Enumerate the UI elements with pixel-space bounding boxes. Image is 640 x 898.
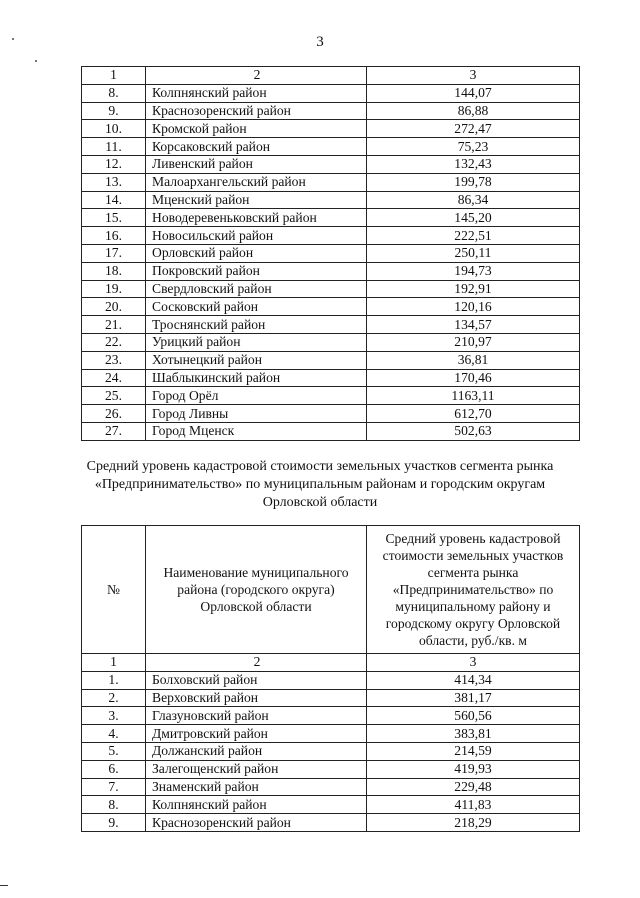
- row-number: 12.: [82, 155, 146, 173]
- district-name: Колпнянский район: [146, 796, 367, 814]
- col-number-3: 3: [367, 654, 580, 672]
- cadastral-value: 134,57: [367, 316, 580, 334]
- table-row: [82, 405, 580, 423]
- table-row: [82, 707, 580, 725]
- row-number: 6.: [82, 760, 146, 778]
- table-row: [82, 333, 580, 351]
- cadastral-value: 1163,11: [367, 387, 580, 405]
- district-name: Свердловский район: [146, 280, 367, 298]
- cadastral-value: 170,46: [367, 369, 580, 387]
- row-number: 13.: [82, 173, 146, 191]
- district-name: Кромской район: [146, 120, 367, 138]
- district-name: Верховский район: [146, 689, 367, 707]
- row-number: 8.: [82, 796, 146, 814]
- cadastral-value: 192,91: [367, 280, 580, 298]
- cadastral-value: 419,93: [367, 760, 580, 778]
- cadastral-value: 272,47: [367, 120, 580, 138]
- table-row: [82, 298, 580, 316]
- district-name: Залегощенский район: [146, 760, 367, 778]
- cadastral-value: 199,78: [367, 173, 580, 191]
- row-number: 23.: [82, 351, 146, 369]
- row-number: 17.: [82, 244, 146, 262]
- row-number: 25.: [82, 387, 146, 405]
- district-name: Сосковский район: [146, 298, 367, 316]
- table-row: [82, 422, 580, 440]
- header-number: №: [82, 526, 146, 654]
- district-name: Корсаковский район: [146, 138, 367, 156]
- table-row: [82, 725, 580, 743]
- row-number: 19.: [82, 280, 146, 298]
- caption-line-2: «Предпринимательство» по муниципальным районам и городским округам: [94, 477, 546, 492]
- district-name: Хотынецкий район: [146, 351, 367, 369]
- table-row: [82, 262, 580, 280]
- table-row: [82, 742, 580, 760]
- row-number: 24.: [82, 369, 146, 387]
- district-name: Город Мценск: [146, 422, 367, 440]
- caption-line-1: Средний уровень кадастровой стоимости земельных участков сегмента рынка: [86, 459, 554, 474]
- row-number: 4.: [82, 725, 146, 743]
- row-number: 15.: [82, 209, 146, 227]
- cadastral-value: 502,63: [367, 422, 580, 440]
- table-row: [82, 84, 580, 102]
- district-name: Малоархангельский район: [146, 173, 367, 191]
- scan-dot: [35, 60, 37, 62]
- scan-mark: [0, 885, 8, 886]
- table-row: [82, 120, 580, 138]
- district-name: Должанский район: [146, 742, 367, 760]
- table-row: [82, 760, 580, 778]
- row-number: 16.: [82, 227, 146, 245]
- cadastral-value: 36,81: [367, 351, 580, 369]
- table-row: [82, 280, 580, 298]
- table-row: [82, 351, 580, 369]
- row-number: 11.: [82, 138, 146, 156]
- cadastral-value: 250,11: [367, 244, 580, 262]
- table-row: [82, 173, 580, 191]
- table-row: [82, 778, 580, 796]
- cadastral-value: 86,34: [367, 191, 580, 209]
- table-continuation: [81, 66, 580, 441]
- cadastral-value: 414,34: [367, 671, 580, 689]
- district-name: Дмитровский район: [146, 725, 367, 743]
- table-row: [82, 191, 580, 209]
- table-header-row: [82, 67, 580, 85]
- table-entrepreneurship: [81, 525, 580, 832]
- cadastral-value: 145,20: [367, 209, 580, 227]
- row-number: 22.: [82, 333, 146, 351]
- district-name: Знаменский район: [146, 778, 367, 796]
- col-number-2: 2: [146, 654, 367, 672]
- table-row: [82, 796, 580, 814]
- cadastral-value: 144,07: [367, 84, 580, 102]
- table-row: [82, 316, 580, 334]
- district-name: Покровский район: [146, 262, 367, 280]
- district-name: Болховский район: [146, 671, 367, 689]
- row-number: 20.: [82, 298, 146, 316]
- row-number: 21.: [82, 316, 146, 334]
- district-name: Новосильский район: [146, 227, 367, 245]
- section-caption: [60, 458, 580, 512]
- row-number: 7.: [82, 778, 146, 796]
- table-row: [82, 387, 580, 405]
- table-row: [82, 689, 580, 707]
- row-number: 26.: [82, 405, 146, 423]
- cadastral-value: 229,48: [367, 778, 580, 796]
- cadastral-value: 132,43: [367, 155, 580, 173]
- row-number: 27.: [82, 422, 146, 440]
- district-name: Краснозоренский район: [146, 102, 367, 120]
- cadastral-value: 120,16: [367, 298, 580, 316]
- table-row: [82, 138, 580, 156]
- district-name: Город Орёл: [146, 387, 367, 405]
- page-number: 3: [316, 34, 324, 50]
- cadastral-value: 383,81: [367, 725, 580, 743]
- cadastral-value: 194,73: [367, 262, 580, 280]
- district-name: Ливенский район: [146, 155, 367, 173]
- district-name: Орловский район: [146, 244, 367, 262]
- district-name: Колпнянский район: [146, 84, 367, 102]
- row-number: 9.: [82, 814, 146, 832]
- table-row: [82, 671, 580, 689]
- row-number: 1.: [82, 671, 146, 689]
- caption-line-3: Орловской области: [262, 495, 378, 510]
- row-number: 18.: [82, 262, 146, 280]
- cadastral-value: 560,56: [367, 707, 580, 725]
- header-name: Наименование муниципального района (городского округа) Орловской области: [146, 526, 367, 654]
- cadastral-value: 86,88: [367, 102, 580, 120]
- cadastral-value: 612,70: [367, 405, 580, 423]
- cadastral-value: 381,17: [367, 689, 580, 707]
- row-number: 10.: [82, 120, 146, 138]
- header-value: Средний уровень кадастровой стоимости земельных участков сегмента рынка «Предпринимательство» по муниципальному району и городскому округу Орловской области, руб./кв. м: [367, 526, 580, 654]
- district-name: Краснозоренский район: [146, 814, 367, 832]
- table-row: [82, 244, 580, 262]
- col-number-3: 3: [367, 67, 580, 85]
- table-column-headers: [82, 526, 580, 654]
- district-name: Новодеревеньковский район: [146, 209, 367, 227]
- row-number: 8.: [82, 84, 146, 102]
- table-header-row: [82, 654, 580, 672]
- row-number: 14.: [82, 191, 146, 209]
- table-row: [82, 814, 580, 832]
- table-row: [82, 102, 580, 120]
- table-row: [82, 227, 580, 245]
- row-number: 9.: [82, 102, 146, 120]
- table-row: [82, 209, 580, 227]
- cadastral-value: 214,59: [367, 742, 580, 760]
- row-number: 2.: [82, 689, 146, 707]
- district-name: Город Ливны: [146, 405, 367, 423]
- cadastral-value: 75,23: [367, 138, 580, 156]
- col-number-2: 2: [146, 67, 367, 85]
- district-name: Мценский район: [146, 191, 367, 209]
- district-name: Троснянский район: [146, 316, 367, 334]
- district-name: Шаблыкинский район: [146, 369, 367, 387]
- table-row: [82, 369, 580, 387]
- table-row: [82, 155, 580, 173]
- district-name: Глазуновский район: [146, 707, 367, 725]
- cadastral-value: 218,29: [367, 814, 580, 832]
- district-name: Урицкий район: [146, 333, 367, 351]
- col-number-1: 1: [82, 67, 146, 85]
- cadastral-value: 222,51: [367, 227, 580, 245]
- cadastral-value: 210,97: [367, 333, 580, 351]
- row-number: 5.: [82, 742, 146, 760]
- cadastral-value: 411,83: [367, 796, 580, 814]
- col-number-1: 1: [82, 654, 146, 672]
- row-number: 3.: [82, 707, 146, 725]
